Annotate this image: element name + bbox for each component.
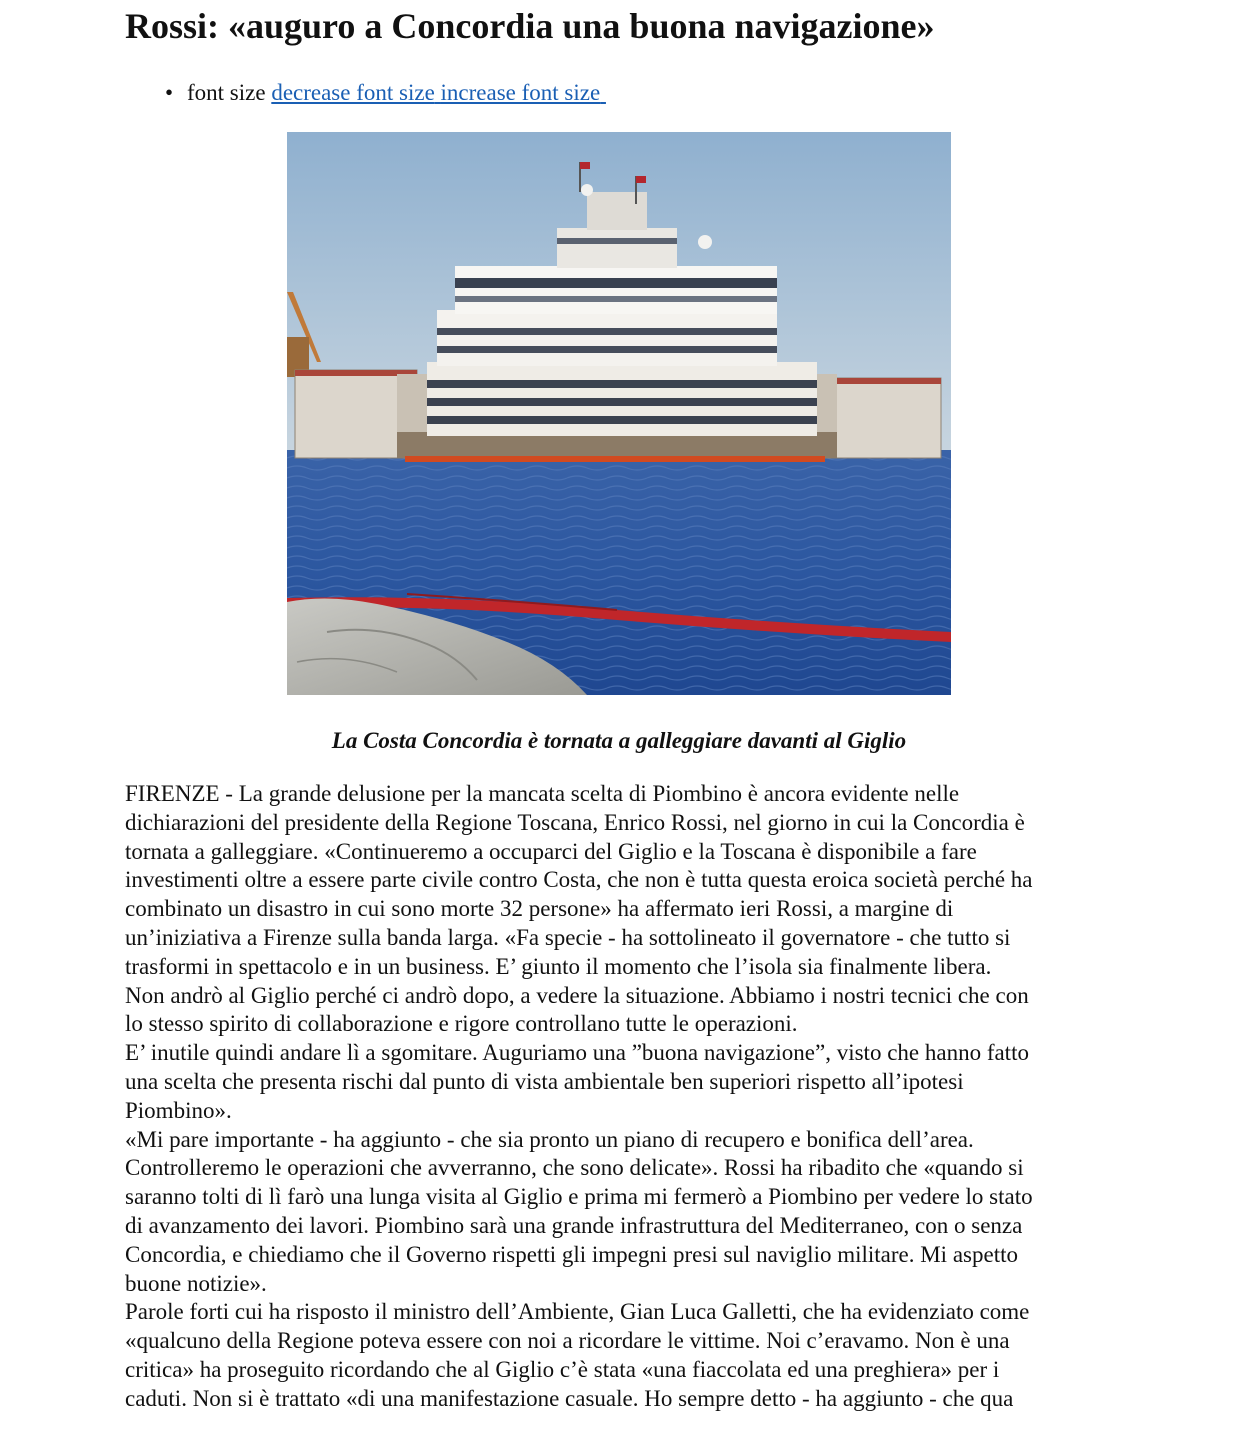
body-line: investimenti oltre a essere parte civile contro Costa, che non è tutta questa eroica società perché ha	[125, 867, 1033, 893]
body-line: trasformi in spettacolo e in un business. E’ giunto il momento che l’isola sia finalmente libera.	[125, 953, 992, 979]
photo-caption: La Costa Concordia è tornata a galleggiare davanti al Giglio	[331, 728, 907, 753]
body-line: Concordia, e chiediamo che il Governo rispetti gli impegni presi sul naviglio militare. Mi aspetto	[125, 1241, 1018, 1267]
body-line: saranno tolti di lì farò una lunga visita al Giglio e prima mi fermerò a Piombino per vedere lo stato	[125, 1184, 1033, 1210]
body-line: dichiarazioni del presidente della Regione Toscana, Enrico Rossi, nel giorno in cui la Concordia è	[125, 809, 1025, 835]
article-body	[125, 780, 1125, 1414]
body-line: Controlleremo le operazioni che avverranno, che sono delicate». Rossi ha ribadito che «quando si	[125, 1155, 1024, 1181]
body-line: Piombino».	[125, 1097, 232, 1123]
body-line: di avanzamento dei lavori. Piombino sarà una grande infrastruttura del Mediterraneo, con o senza	[125, 1212, 1023, 1238]
page-title: Rossi: «auguro a Concordia una buona navigazione»	[125, 6, 935, 46]
font-size-label: font size	[187, 80, 266, 105]
body-line: combinato un disastro in cui sono morte 32 persone» ha affermato ieri Rossi, a margine di	[125, 896, 954, 922]
body-line: «Mi pare importante - ha aggiunto - che sia pronto un piano di recupero e bonifica dell’area.	[125, 1126, 974, 1152]
decrease-font-size-link[interactable]: decrease font size	[271, 80, 435, 105]
body-line: Non andrò al Giglio perché ci andrò dopo, a vedere la situazione. Abbiamo i nostri tecnici che con	[125, 982, 1029, 1008]
body-line: tornata a galleggiare. «Continueremo a occuparci del Giglio e la Toscana è disponibile a fare	[125, 838, 977, 864]
body-line: E’ inutile quindi andare lì a sgomitare. Auguriamo una ”buona navigazione”, visto che hanno fatto	[125, 1040, 1029, 1066]
body-line: lo stesso spirito di collaborazione e rigore controllano tutte le operazioni.	[125, 1011, 798, 1037]
increase-font-size-label: increase font size	[440, 80, 601, 105]
increase-font-size-link[interactable]	[435, 80, 606, 105]
body-line: caduti. Non si è trattato «di una manifestazione casuale. Ho sempre detto - ha aggiunto - che qua	[125, 1385, 1014, 1411]
body-line: FIRENZE - La grande delusione per la mancata scelta di Piombino è ancora evidente nelle	[125, 781, 960, 806]
bullet-icon: •	[165, 80, 174, 105]
body-line: Parole forti cui ha risposto il ministro dell’Ambiente, Gian Luca Galletti, che ha evidenziato come	[125, 1299, 1030, 1325]
body-line: un’iniziativa a Firenze sulla banda larga. «Fa specie - ha sottolineato il governatore - che tutto si	[125, 924, 1011, 950]
body-line: una scelta che presenta rischi dal punto di vista ambientale ben superiori rispetto all’ipotesi	[125, 1068, 964, 1094]
body-line: buone notizie».	[125, 1270, 267, 1296]
font-size-controls	[165, 78, 606, 108]
body-line: critica» ha proseguito ricordando che al Giglio c’è stata «una fiaccolata ed una preghiera» per i	[125, 1356, 1000, 1382]
body-line: «qualcuno della Regione poteva essere con noi a ricordare le vittime. Noi c’eravamo. Non è una	[125, 1328, 1010, 1354]
ship-photo	[287, 132, 951, 695]
